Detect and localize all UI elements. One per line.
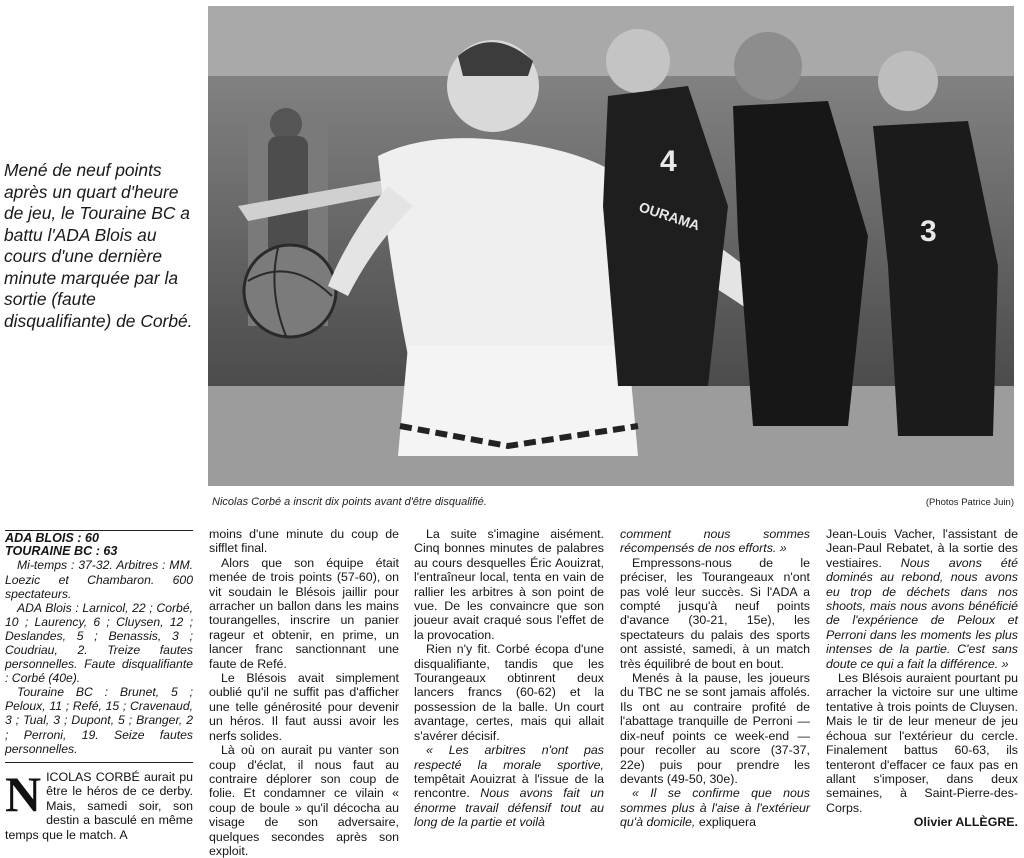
article-intro [5,766,193,842]
article-column-1 [209,527,399,858]
jersey-number-left: 4 [660,145,677,178]
paragraph: Alors que son équipe était menée de trois points (57-60), on vit soudain le Blésois jaillir pour arracher un ballon dans les mains tourangelles, inscrire un panier rageur et obtenir, en prime, un lancer franc sanctionnant une faute de Refé. [209,555,399,671]
author-byline: Olivier ALLÈGRE. [913,815,1018,830]
quote-attribution: tempêtait Aouizrat à l'issue de la rencontre. [414,771,604,801]
score-line-home: ADA BLOIS : 60 [5,531,99,545]
match-details [5,558,193,755]
article-column-4 [826,527,1018,830]
quote-paragraph [620,786,810,829]
paragraph: Le Blésois avait simplement oublié qu'il ne suffit pas d'afficher une telle générosité pour devenir un héros. Il faut aussi avoir les nerfs solides. [209,671,399,743]
article-column-3 [620,527,810,830]
photo-illustration [208,6,1014,486]
match-details-halftime: Mi-temps : 37-32. Arbitres : MM. Loezic et Chambaron. 600 spectateurs. [5,558,193,601]
quote-text: Nous avons été dominés au rebond, nous avons eu trop de déchets dans nos shoots, mais nous avons bénéficié de l'expérience de Peloux et Perroni dans les moments les plus intenses de la partie. C'est sans doute ce qui a fait la différence. » [826,555,1018,671]
quote-paragraph [826,527,1018,671]
jersey-sponsor-text: OURAMA [637,198,702,234]
jersey-number-right: 3 [920,215,937,248]
match-details-blois: ADA Blois : Larnicol, 22 ; Corbé, 10 ; Laurency, 6 ; Cluysen, 12 ; Deslandes, 5 ; Benassis, 3 ; Coudriau, 2. Treize fautes personnelles. Faute disqualifiante : Corbé (40e). [5,600,193,686]
quote-text: « Les arbitres n'ont pas respecté la morale sportive, [414,743,604,772]
lede-text: Mené de neuf points après un quart d'heure de jeu, le Touraine BC a battu l'ADA Blois au cours d'une dernière minute marquée par la sortie (faute disqualifiante) de Corbé. [4,160,193,331]
paragraph: Empressons-nous de le préciser, les Tourangeaux n'ont pas volé leur succès. Si l'ADA a compté jusqu'à neuf points d'avance (30-21, 15e), les spectateurs du palais des sports ont assisté, samedi, à un match très équilibré de bout en bout. [620,555,810,671]
paragraph: Rien n'y fit. Corbé écopa d'une disqualifiante, tandis que les Tourangeaux obtinrent deux lancers francs (60-62) et la possession de la balle. Un court avantage, certes, mais qui allait s'avérer décisif. [414,642,604,743]
quote-attribution: expliquera [698,815,757,830]
quote-attribution: Jean-Louis Vacher, l'assistant de Jean-Paul Rebatet, à la sortie des vestiaires. [826,527,1018,570]
article-intro-text: ICOLAS CORBÉ aurait pu être le héros de ce derby. Mais, samedi soir, son destin a basculé en même temps que le match. A [5,770,193,842]
paragraph: moins d'une minute du coup de sifflet final. [209,527,399,556]
paragraph: La suite s'imagine aisément. Cinq bonnes minutes de palabres au cours desquelles Éric Aouizrat, l'entraîneur local, tenta en vain de rallier les arbitres à son point de vue. De les convaincre que son joueur avait craqué sous l'effet de la provocation. [414,527,604,642]
quote-text: Nous avons fait un énorme travail défensif tout au long de la partie et voilà [414,786,604,830]
paragraph: Les Blésois auraient pourtant pu arracher la victoire sur une ultime tentative à trois points de Cluysen. Mais le tir de leur meneur de jeu échoua sur l'extérieur du cercle. Finalement battus 60-63, ils tenteront d'effacer ce faux pas en allant s'imposer, dans deux semaines, à Saint-Pierre-des-Corps. [826,671,1018,815]
photo-credit: (Photos Patrice Juin) [925,497,1014,508]
drop-cap: N [5,766,42,822]
paragraph: Là où on aurait pu vanter son coup d'éclat, il nous faut au contraire déplorer son coup de folie. Et condamner ce vilain « coup de boule » qu'il décocha au visage de son adversaire, quelques secondes après son exploit. [209,743,399,858]
quote-continuation: comment nous sommes récompensés de nos efforts. » [620,527,810,556]
score-line-away: TOURAINE BC : 63 [5,544,118,559]
paragraph: Menés à la pause, les joueurs du TBC ne se sont jamais affolés. Ils ont au contraire profité de l'abattage tranquille de Perroni — dix-neuf points ce week-end — pour recoller au score (37-37, 22e) puis pour prendre les devants (49-50, 30e). [620,671,810,786]
basketball-photo [208,6,1014,486]
article-column-2 [414,527,604,830]
quote-paragraph [414,743,604,829]
match-details-touraine: Touraine BC : Brunet, 5 ; Peloux, 11 ; Refé, 15 ; Cravenaud, 3 ; Tual, 3 ; Dupont, 5 ; Branger, 2 ; Perroni, 19. Seize fautes personnelles. [5,685,193,756]
photo-caption: Nicolas Corbé a inscrit dix points avant d'être disqualifié. [212,496,487,508]
score-box [5,532,193,756]
score-bottom-rule [5,762,193,763]
quote-text: « Il se confirme que nous sommes plus à l'aise à l'extérieur qu'à domicile, [620,786,810,830]
